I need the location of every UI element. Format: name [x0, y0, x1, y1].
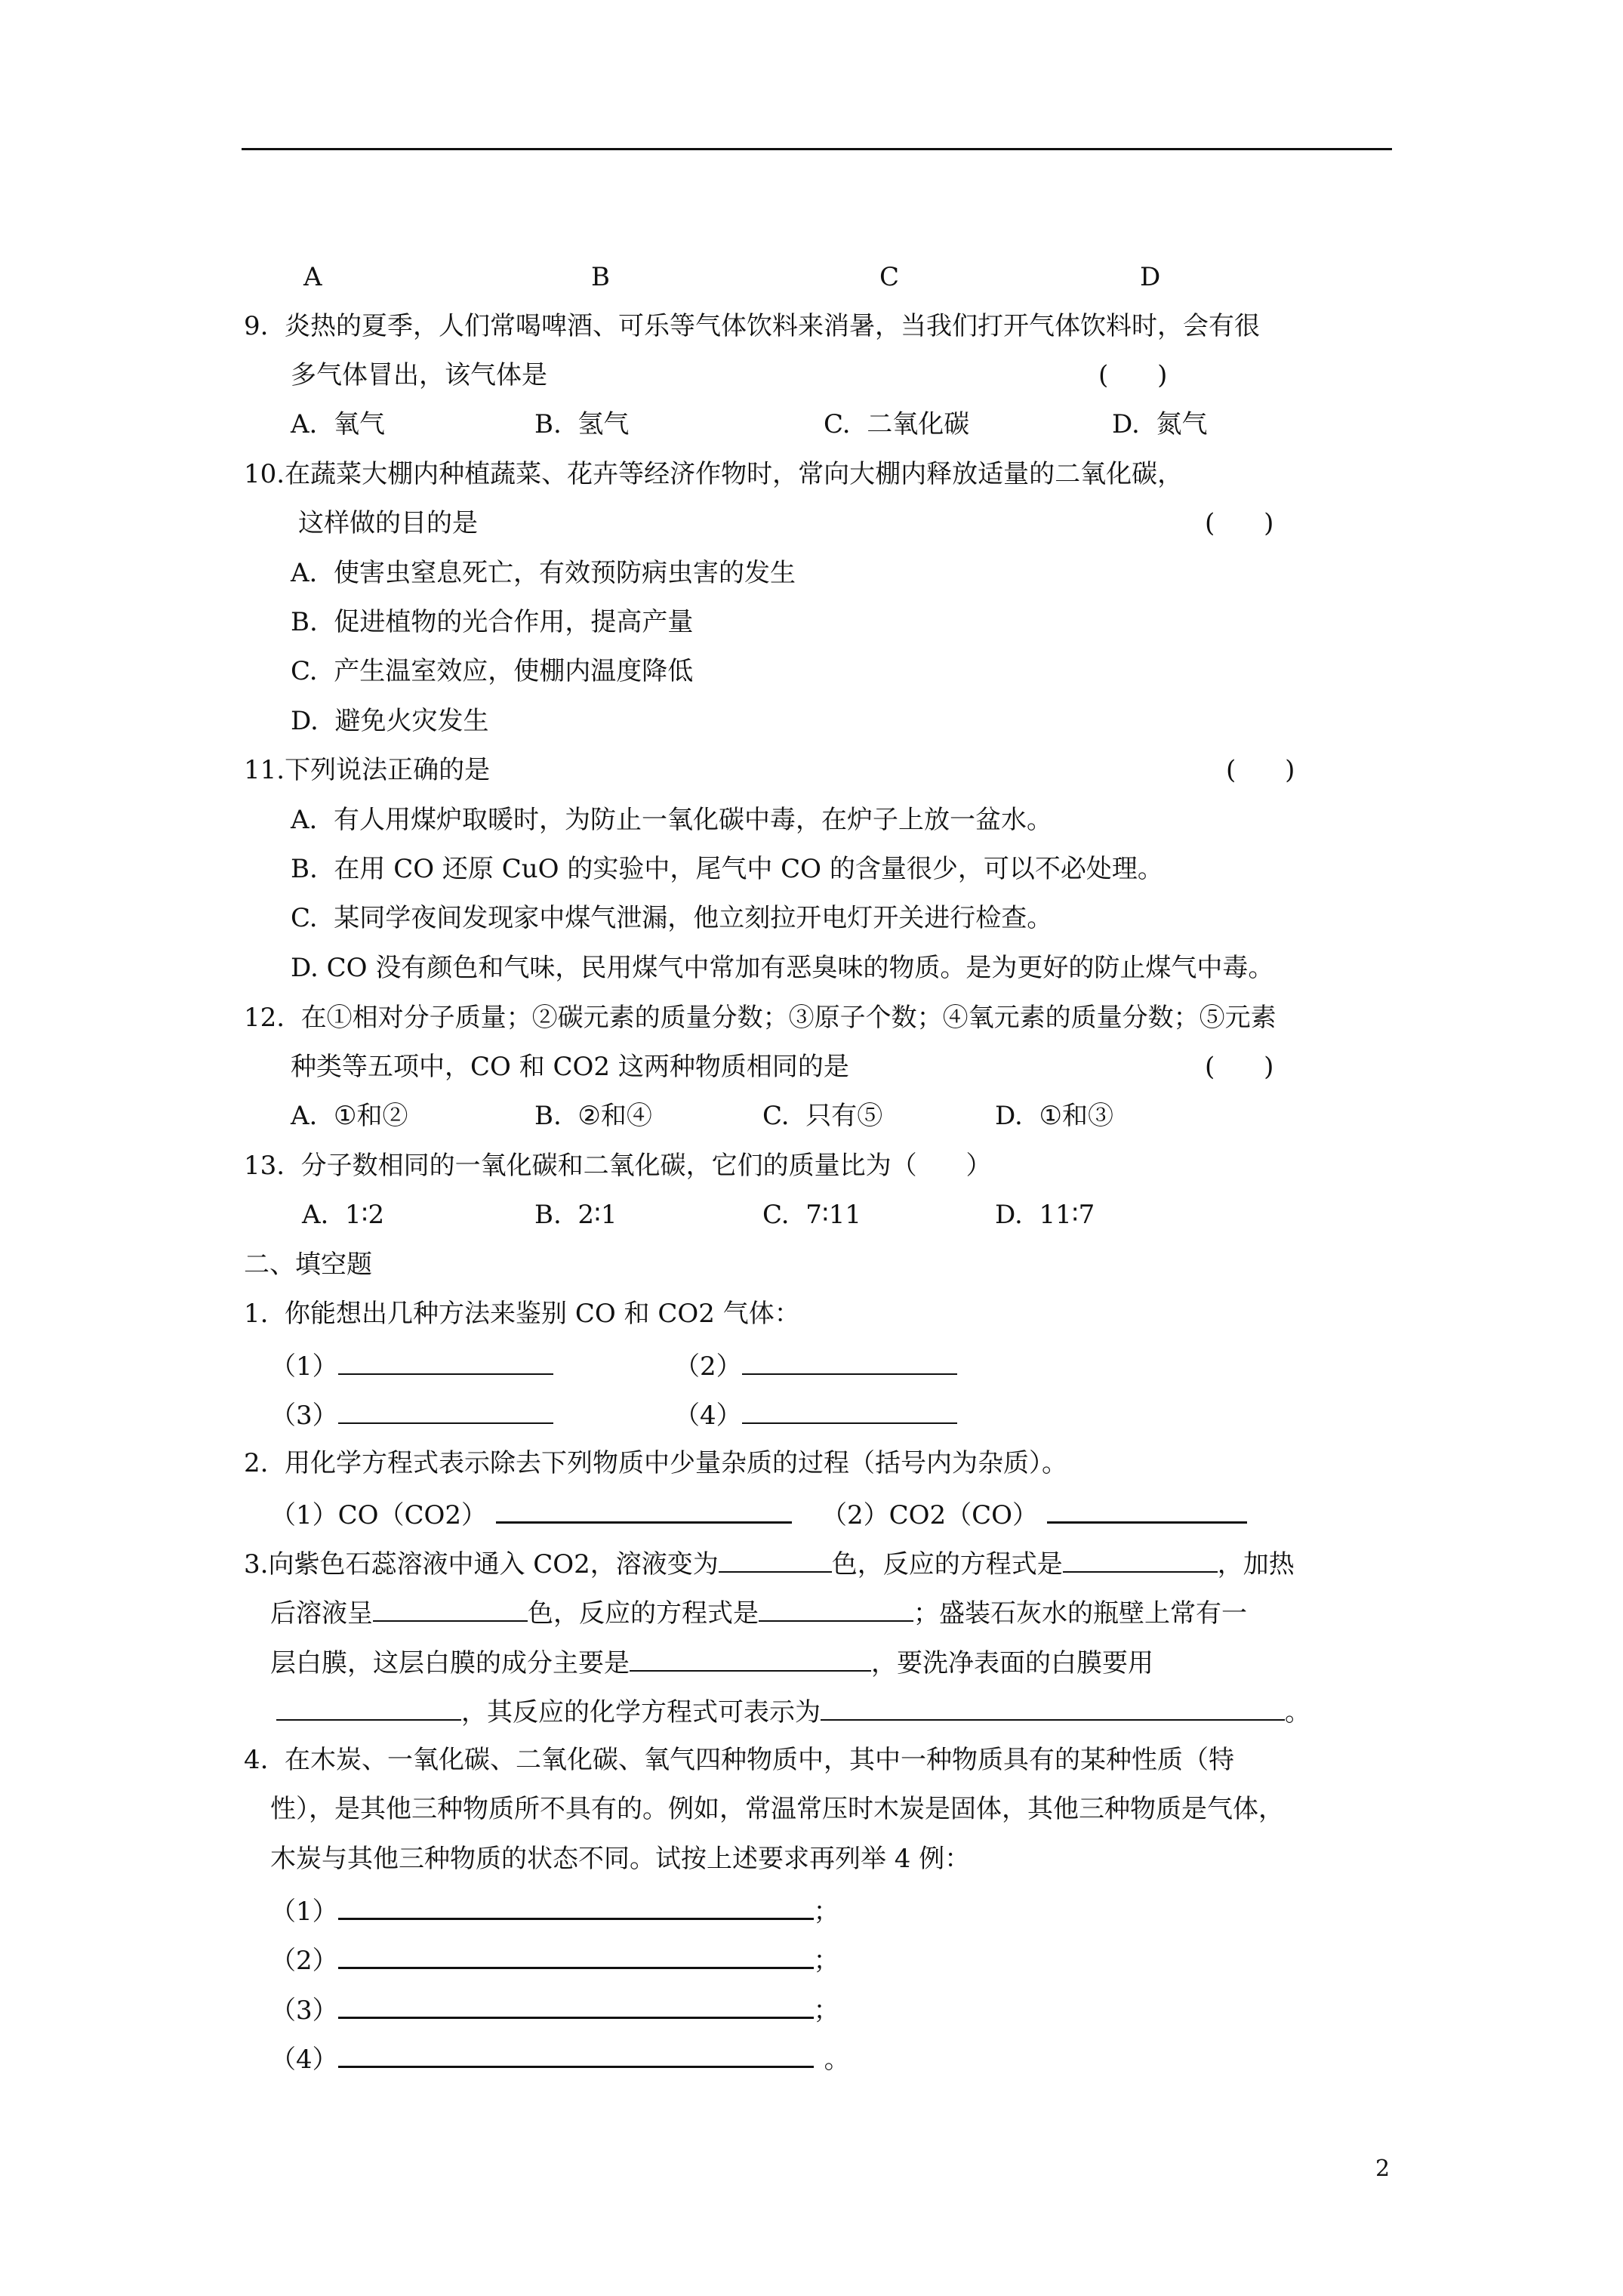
option-c: C. 某同学夜间发现家中煤气泄漏，他立刻拉开电灯开关进行检查。 [291, 903, 1053, 933]
text: 色，反应的方程式是 [831, 1549, 1063, 1579]
answer-blank[interactable] [338, 2040, 814, 2068]
text: ； [813, 1996, 839, 2026]
question-10-line-1: 10.在蔬菜大棚内种植蔬菜、花卉等经济作物时，常向大棚内释放适量的二氧化碳， [244, 459, 1184, 489]
blank-label: （1） [270, 1351, 338, 1382]
blank-label: （1）CO（CO2） [270, 1500, 488, 1530]
question-12-line-1: 12. 在①相对分子质量；②碳元素的质量分数；③原子个数；④氧元素的质量分数；⑤元素 [244, 1003, 1277, 1033]
option-b: B. 促进植物的光合作用，提高产量 [291, 607, 694, 637]
text: ，其反应的化学方程式可表示为 [461, 1697, 821, 1727]
blank-row [821, 1496, 1247, 1532]
blank-row [270, 1892, 839, 1928]
blank-row [270, 1991, 839, 2027]
option-d: D. CO 没有颜色和气味，民用煤气中常加有恶臭味的物质。是为更好的防止煤气中毒。 [291, 953, 1274, 983]
blank-row [270, 1496, 792, 1532]
text: 层白膜，这层白膜的成分主要是 [270, 1648, 630, 1678]
option-b: B. 2∶1 [534, 1200, 617, 1230]
question-12-line-2: 种类等五项中，CO 和 CO2 这两种物质相同的是 [291, 1052, 849, 1082]
blank-label: （4） [674, 1401, 742, 1431]
blank-row [270, 1348, 553, 1383]
answer-blank[interactable] [630, 1644, 871, 1672]
answer-blank[interactable] [373, 1595, 528, 1622]
fill-question-3-line-1 [244, 1546, 1295, 1581]
answer-blank[interactable] [719, 1546, 832, 1573]
image-label-a: A [303, 262, 322, 292]
answer-blank[interactable] [338, 1941, 814, 1969]
blank-row [270, 1397, 553, 1432]
fill-question-3-line-4 [276, 1693, 1310, 1729]
answer-paren: ( ) [1205, 1052, 1274, 1082]
blank-label: （2） [270, 1946, 338, 1976]
answer-paren: ( ) [1098, 360, 1168, 390]
fill-question-1: 1. 你能想出几种方法来鉴别 CO 和 CO2 气体： [244, 1299, 800, 1329]
option-a: A. 氧气 [291, 409, 385, 439]
text: ； [813, 1897, 839, 1927]
blank-row [270, 1941, 839, 1977]
answer-blank[interactable] [1063, 1546, 1218, 1573]
question-9-line-2: 多气体冒出，该气体是 [291, 360, 547, 390]
answer-paren: ( ) [1226, 755, 1295, 785]
option-c: C. 产生温室效应，使棚内温度降低 [291, 656, 694, 686]
option-b: B. 氢气 [534, 409, 630, 439]
text: ，要洗净表面的白膜要用 [871, 1648, 1153, 1678]
option-a: A. ①和② [291, 1101, 408, 1131]
answer-blank[interactable] [496, 1496, 792, 1524]
image-label-c: C [879, 262, 900, 292]
blank-label: （3） [270, 1401, 338, 1431]
fill-question-4-line-2: 性），是其他三种物质所不具有的。例如，常温常压时木炭是固体，其他三种物质是气体， [270, 1794, 1284, 1824]
option-d: D. 氮气 [1112, 409, 1208, 439]
blank-row [270, 2040, 850, 2076]
answer-blank[interactable] [338, 1892, 814, 1920]
text: 色，反应的方程式是 [528, 1598, 759, 1629]
blank-label: （2） [674, 1351, 742, 1382]
answer-blank[interactable] [338, 1397, 553, 1424]
question-11: 11.下列说法正确的是 [244, 755, 491, 785]
option-d: D. ①和③ [995, 1101, 1113, 1131]
answer-blank[interactable] [759, 1595, 913, 1622]
option-c: C. 二氧化碳 [824, 409, 970, 439]
blank-label: （2）CO2（CO） [821, 1500, 1039, 1530]
option-a: A. 1∶2 [302, 1200, 385, 1230]
option-b: B. ②和④ [534, 1101, 652, 1131]
blank-label: （4） [270, 2045, 338, 2075]
blank-label: （3） [270, 1996, 338, 2026]
answer-blank[interactable] [338, 1991, 814, 2019]
option-b: B. 在用 CO 还原 CuO 的实验中，尾气中 CO 的含量很少，可以不必处理。 [291, 854, 1163, 884]
fill-question-3-line-3 [270, 1644, 1153, 1680]
question-10-line-2: 这样做的目的是 [298, 508, 478, 538]
question-9-line-1: 9. 炎热的夏季，人们常喝啤酒、可乐等气体饮料来消暑，当我们打开气体饮料时，会有很 [244, 311, 1261, 341]
option-a: A. 有人用煤炉取暖时，为防止一氧化碳中毒，在炉子上放一盆水。 [291, 805, 1052, 835]
fill-question-2: 2. 用化学方程式表示除去下列物质中少量杂质的过程（括号内为杂质）。 [244, 1448, 1068, 1478]
image-label-b: B [591, 262, 610, 292]
answer-blank[interactable] [276, 1693, 461, 1721]
answer-paren: ( ) [1205, 508, 1274, 538]
page-number: 2 [1375, 2156, 1390, 2182]
text: ，加热 [1217, 1549, 1295, 1579]
text: ；盛装石灰水的瓶壁上常有一 [913, 1598, 1247, 1629]
text: 后溶液呈 [270, 1598, 373, 1629]
text: 。 [824, 2045, 850, 2075]
answer-blank[interactable] [742, 1397, 957, 1424]
answer-blank[interactable] [742, 1348, 957, 1375]
text: ； [813, 1946, 839, 1976]
fill-question-4-line-3: 木炭与其他三种物质的状态不同。试按上述要求再列举 4 例： [270, 1844, 971, 1874]
blank-label: （1） [270, 1897, 338, 1927]
fill-question-3-line-2 [270, 1595, 1247, 1630]
section-heading: 二、填空题 [244, 1250, 372, 1280]
fill-question-4-line-1: 4. 在木炭、一氧化碳、二氧化碳、氧气四种物质中，其中一种物质具有的某种性质（特 [244, 1745, 1235, 1775]
option-c: C. 只有⑤ [762, 1101, 883, 1131]
text: 3.向紫色石蕊溶液中通入 CO2，溶液变为 [244, 1549, 719, 1579]
answer-blank[interactable] [1047, 1496, 1247, 1524]
answer-blank[interactable] [338, 1348, 553, 1375]
blank-row [674, 1397, 957, 1432]
option-a: A. 使害虫窒息死亡，有效预防病虫害的发生 [291, 558, 796, 588]
image-label-d: D [1140, 262, 1161, 292]
option-d: D. 11∶7 [995, 1200, 1095, 1230]
question-13: 13. 分子数相同的一氧化碳和二氧化碳，它们的质量比为（ ） [244, 1151, 992, 1181]
option-d: D. 避免火灾发生 [291, 706, 489, 736]
text: 。 [1285, 1697, 1310, 1727]
header-rule [242, 148, 1392, 150]
option-c: C. 7∶11 [762, 1200, 861, 1230]
answer-blank[interactable] [821, 1693, 1285, 1721]
blank-row [674, 1348, 957, 1383]
